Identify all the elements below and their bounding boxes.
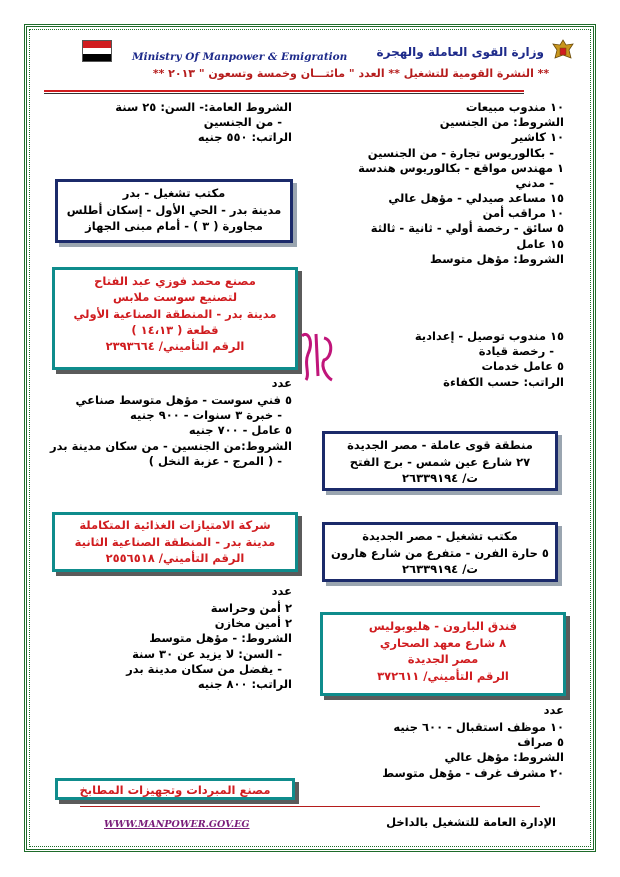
conditions-line: الشروط العامة:- السن: ٢٥ سنة xyxy=(115,100,292,114)
footer-website-link[interactable]: WWW.MANPOWER.GOV.EG xyxy=(104,819,250,830)
job-line: ١ مهندس مواقع - بكالوريوس هندسة xyxy=(358,160,564,175)
handwritten-number-stamp-icon xyxy=(298,328,336,384)
header-divider-thin xyxy=(44,93,524,94)
box-line: مدينة بدر - المنطقة الصناعية الثانية xyxy=(74,534,276,549)
job-line: ١٠ كاشير xyxy=(511,130,564,145)
detail-line: - من الجنسين xyxy=(203,115,282,130)
right-jobs-block-3 xyxy=(382,720,564,781)
header-divider xyxy=(44,90,524,92)
job-line: ٢٠ مشرف غرف - مؤهل متوسط xyxy=(382,765,564,780)
detail-line: - خبرة ٣ سنوات - ٩٠٠ جنيه xyxy=(130,408,282,423)
box-line: الرقم التأميني/ ٢٥٥٦٥١٨ xyxy=(105,551,245,566)
box-line: فندق البارون - هليوبوليس xyxy=(368,619,518,633)
box-line: ٨ شارع معهد الصحاري xyxy=(379,635,507,650)
job-line: ١٥ عامل xyxy=(516,236,564,251)
coolers-factory-box xyxy=(55,778,295,800)
job-line: ٥ فني سوست - مؤهل متوسط صناعي xyxy=(75,393,292,407)
box-line: قطعة ( ١٤،١٣ ) xyxy=(131,322,219,337)
conditions-line: الشروط: - مؤهل متوسط xyxy=(149,631,292,646)
job-line: ١٥ مساعد صيدلي - مؤهل عالي xyxy=(388,191,564,206)
salary-line: الراتب: ٥٥٠ جنيه xyxy=(197,130,292,145)
egypt-flag-icon xyxy=(82,40,112,62)
box-line: مصنع المبردات وتجهيزات المطابخ xyxy=(79,783,271,797)
job-line: ٥ عامل - ٧٠٠ جنيه xyxy=(188,423,292,438)
labor-office-box xyxy=(322,431,558,491)
hotel-box xyxy=(320,612,566,696)
right-jobs-block-1 xyxy=(358,100,564,267)
eagle-emblem-icon xyxy=(550,38,576,64)
box-line: لتصنيع سوست ملابس xyxy=(112,290,238,305)
job-line: ٥ صراف xyxy=(517,735,564,750)
job-line: ٥ عامل خدمات xyxy=(481,359,564,374)
box-line: مدينة بدر - المنطقة الصناعية الأولي xyxy=(73,306,277,321)
ministry-name-en: Ministry Of Manpower & Emigration xyxy=(132,51,348,63)
left-jobs-block-3 xyxy=(126,601,292,692)
footer-divider xyxy=(80,806,540,807)
box-line: مكتب تشغيل - مصر الجديدة xyxy=(362,529,518,543)
job-line: ٢ أمين مخازن xyxy=(214,616,292,631)
ministry-name-ar: وزارة القوى العاملة والهجرة xyxy=(376,45,544,59)
bulletin-title: ** النشرة القومية للتشغيل ** العدد " مائتـــان وخمسة وتسعون " ٢٠١٣ ** xyxy=(152,67,550,80)
detail-line: - يفضل من سكان مدينة بدر xyxy=(126,661,282,676)
job-line: ١٥ مندوب توصيل - إعدادية xyxy=(414,329,564,343)
detail-line: - السن: لا يزيد عن ٣٠ سنة xyxy=(132,646,282,661)
box-line: منطقة قوى عاملة - مصر الجديدة xyxy=(347,438,533,452)
box-line: مكتب تشغيل - بدر xyxy=(122,186,226,200)
conditions-line: الشروط:من الجنسين - من سكان مدينة بدر xyxy=(50,438,292,453)
detail-line: - ( المرج - عزبة النخل ) xyxy=(148,453,282,468)
box-line: مصر الجديدة xyxy=(407,652,479,667)
left-jobs-block-1 xyxy=(115,100,292,146)
left-jobs-block-2 xyxy=(50,393,292,469)
box-line: ت/ ٢٦٣٣٩١٩٤ xyxy=(402,562,478,577)
conditions-line: الشروط: من الجنسين xyxy=(439,115,564,130)
salary-line: الراتب: حسب الكفاءة xyxy=(443,374,564,389)
box-line: مدينة بدر - الحي الأول - إسكان أطلس xyxy=(66,202,282,217)
count-label: عدد xyxy=(271,584,292,598)
box-line: الرقم التأميني/ ٢٣٩٣٦٦٤ xyxy=(105,339,245,354)
count-label: عدد xyxy=(271,376,292,390)
box-line: ٢٧ شارع عين شمس - برج الفتح xyxy=(349,454,531,469)
job-line: ١٠ مندوب مبيعات xyxy=(465,100,564,114)
box-line: ٥ حارة الفرن - متفرع من شارع هارون xyxy=(331,545,549,560)
box-line: شركة الامتيازات الغذائية المتكاملة xyxy=(79,518,271,532)
job-line: ٢ أمن وحراسة xyxy=(210,601,292,615)
footer-department: الإدارة العامة للتشغيل بالداخل xyxy=(386,815,556,829)
box-line: الرقم التأميني/ ٣٧٢٦١١ xyxy=(377,669,509,684)
header xyxy=(36,34,584,86)
job-line: ٥ سائق - رخصة أولي - ثانية - ثالثة xyxy=(370,221,564,236)
conditions-line: الشروط: مؤهل عالي xyxy=(444,750,564,765)
badr-office-box xyxy=(55,179,293,243)
count-label: عدد xyxy=(543,703,564,717)
job-line: ١٠ مراقب أمن xyxy=(482,206,564,221)
factory-box xyxy=(52,267,298,370)
employment-office-box xyxy=(322,522,558,582)
right-jobs-block-2 xyxy=(415,329,564,390)
job-line: ١٠ موظف استقبال - ٦٠٠ جنيه xyxy=(393,720,564,734)
food-company-box xyxy=(52,512,298,572)
detail-line: - رخصة قيادة xyxy=(478,344,554,359)
salary-line: الراتب: ٨٠٠ جنيه xyxy=(197,676,292,691)
conditions-line: الشروط: مؤهل متوسط xyxy=(429,251,564,266)
detail-line: - مدني xyxy=(515,175,554,190)
box-line: ت/ ٢٦٣٣٩١٩٤ xyxy=(402,471,478,486)
box-line: مجاورة ( ٣ ) - أمام مبنى الجهاز xyxy=(85,219,263,234)
box-line: مصنع محمد فوزي عبد الفتاح xyxy=(94,274,256,288)
detail-line: - بكالوريوس تجارة - من الجنسين xyxy=(367,145,554,160)
